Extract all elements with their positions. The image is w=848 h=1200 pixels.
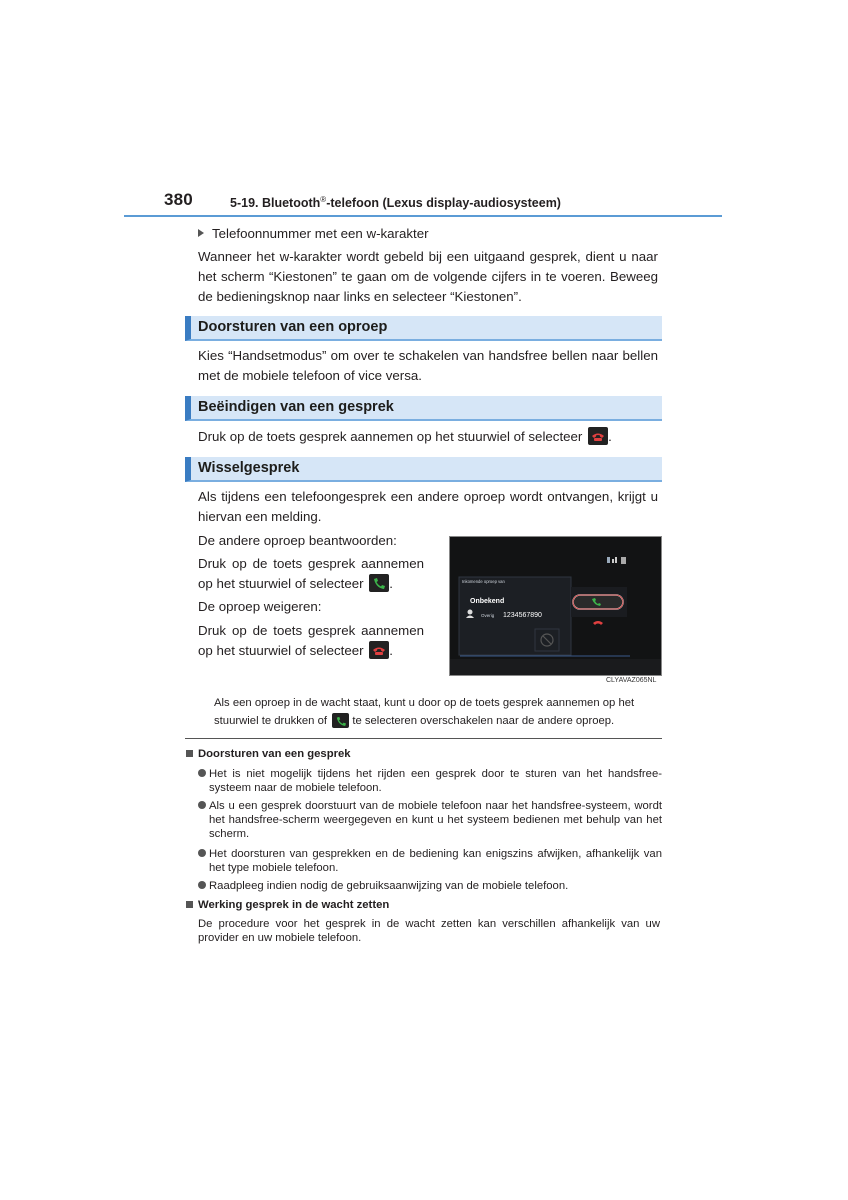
incoming-call-screen <box>449 536 662 676</box>
note-bullet-3: Het doorsturen van gesprekken en de bediening kan enigszins afwijken, afhankelijk van het type mobiele telefoon. <box>198 847 662 875</box>
note-bullet-4: Raadpleeg indien nodig de gebruiksaanwijzing van de mobiele telefoon. <box>198 879 662 893</box>
reject-button-icon <box>369 641 389 659</box>
screen-type: Overig <box>481 613 495 618</box>
notes-heading-hold: Werking gesprek in de wacht zetten <box>186 898 389 912</box>
chapter-prefix: 5-19. Bluetooth <box>230 196 321 211</box>
section-call-waiting-text: Als tijdens een telefoongesprek een andere oproep wordt ontvangen, krijgt u hiervan een melding. <box>198 489 658 524</box>
section-end-call-text: Druk op de toets gesprek aannemen op het stuurwiel of selecteer . <box>198 429 612 444</box>
dot-bullet-icon <box>198 881 206 889</box>
hang-up-button-icon <box>588 427 608 445</box>
reject-text: Druk op de toets gesprek aannemen op het stuurwiel of selecteer . <box>198 623 424 658</box>
notes-heading-forward: Doorsturen van een gesprek <box>186 747 351 761</box>
header-rule <box>124 215 722 217</box>
page-number: 380 <box>164 190 193 209</box>
reject-heading: De oproep weigeren: <box>198 599 322 614</box>
square-bullet-icon <box>186 901 193 908</box>
note-bullet-1: Het is niet mogelijk tijdens het rijden een gesprek door te sturen van het handsfree-systeem naar de mobiele telefoon. <box>198 767 662 795</box>
answer-heading: De andere oproep beantwoorden: <box>198 533 397 548</box>
image-code: CLYAVAZ065NL <box>606 677 657 684</box>
dot-bullet-icon <box>198 769 206 777</box>
notes-hold-text: De procedure voor het gesprek in de wacht zetten kan verschillen afhankelijk van uw provider en uw mobiele telefoon. <box>198 918 660 944</box>
screen-caller: Onbekend <box>470 598 505 605</box>
dot-bullet-icon <box>198 801 206 809</box>
section-heading-call-waiting: Wisselgesprek <box>185 457 662 482</box>
triangle-bullet-icon <box>198 229 204 237</box>
caption-answer-icon <box>332 713 349 728</box>
screenshot-caption: Als een oproep in de wacht staat, kunt u door op de toets gesprek aannemen op het stuurwiel te drukken of te selecteren overschakelen naar de andere oproep. <box>214 697 635 727</box>
chapter-title <box>230 195 561 210</box>
intro-paragraph: Wanneer het w-karakter wordt gebeld bij een uitgaand gesprek, dient u naar het scherm “Kiestonen” te gaan om de volgende cijfers in te voeren. Beweeg de bedieningsknop naar links en selecteer “Kiestonen”. <box>198 249 658 304</box>
chapter-suffix: -telefoon (Lexus display-audiosysteem) <box>326 196 561 211</box>
screen-number: 1234567890 <box>503 612 542 619</box>
section-heading-end-call: Beëindigen van een gesprek <box>185 396 662 421</box>
intro-bullet: Telefoonnummer met een w-karakter <box>198 224 429 244</box>
square-bullet-icon <box>186 750 193 757</box>
screen-illustration <box>450 537 661 675</box>
answer-text: Druk op de toets gesprek aannemen op het stuurwiel of selecteer . <box>198 556 424 591</box>
section-heading-forward: Doorsturen van een oproep <box>185 316 662 341</box>
dot-bullet-icon <box>198 849 206 857</box>
registered-mark: ® <box>320 195 327 204</box>
screen-header: Inkomende oproep van <box>462 579 505 584</box>
notes-divider <box>185 738 662 739</box>
answer-button-icon <box>369 574 389 592</box>
section-forward-text: Kies “Handsetmodus” om over te schakelen van handsfree bellen naar bellen met de mobiele telefoon of vice versa. <box>198 348 658 383</box>
note-bullet-2: Als u een gesprek doorstuurt van de mobiele telefoon naar het handsfree-systeem, wordt het handsfree-scherm weergegeven en kunt u het systeem bedienen met behulp van het scherm. <box>198 799 662 841</box>
